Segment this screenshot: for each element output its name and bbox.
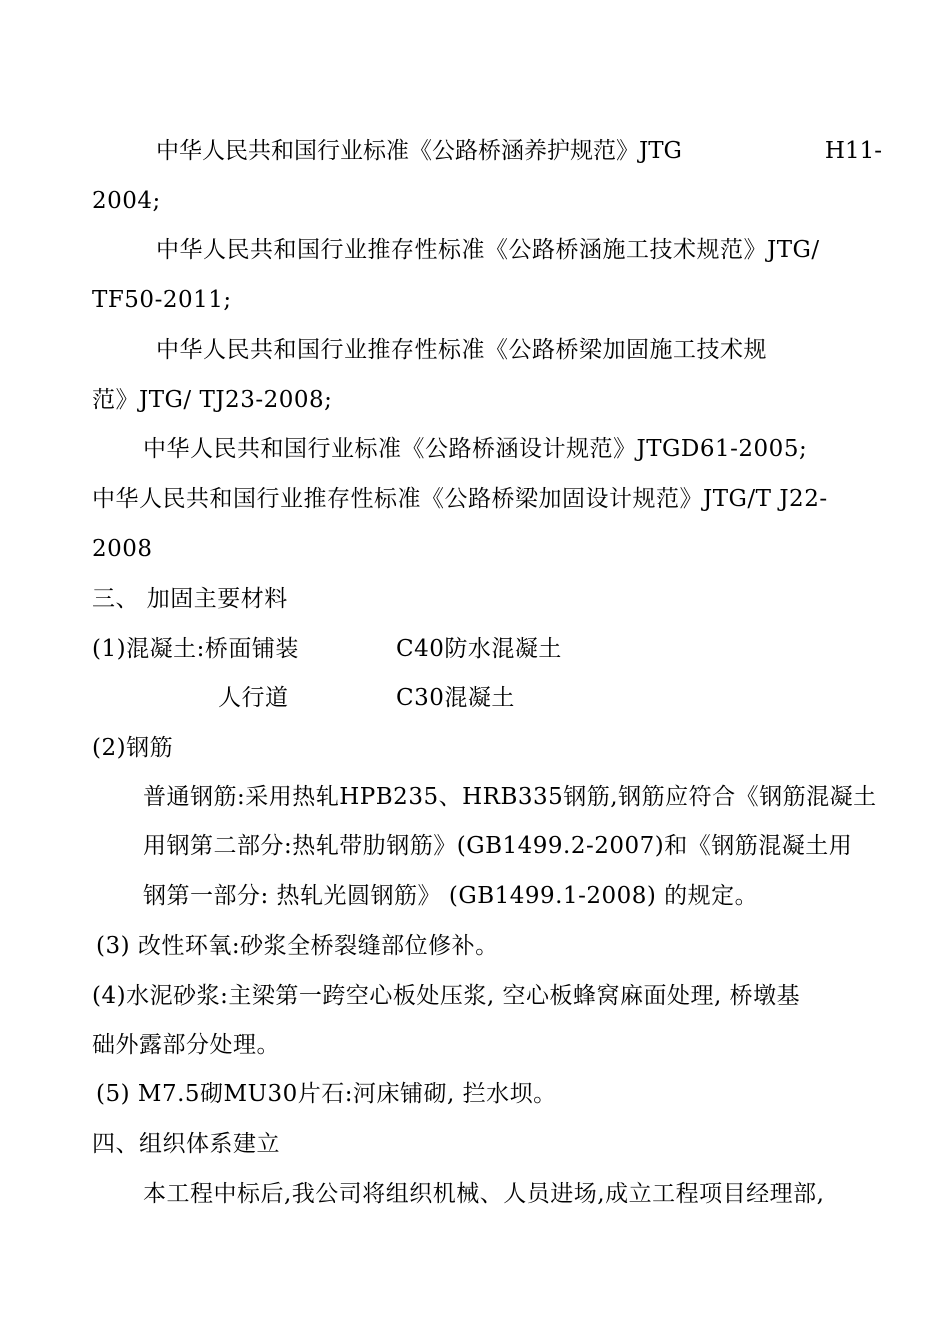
material-4-line-2: 础外露部分处理。 — [92, 1032, 280, 1058]
reference-3-line-1: 中华人民共和国行业推存性标准《公路桥梁加固施工技术规 — [156, 337, 767, 363]
material-2-line-3: 钢第一部分: 热轧光圆钢筋》 (GB1499.1-2008) 的规定。 — [143, 883, 759, 909]
section-4-heading: 四、组织体系建立 — [92, 1131, 280, 1157]
reference-2-line-1: 中华人民共和国行业推存性标准《公路桥涵施工技术规范》JTG/ — [156, 237, 820, 263]
material-4-line-1: (4)水泥砂浆:主梁第一跨空心板处压浆, 空心板蜂窝麻面处理, 桥墩基 — [92, 983, 801, 1009]
reference-2-line-2: TF50-2011; — [92, 287, 232, 313]
material-1b-value: C30混凝土 — [396, 685, 515, 711]
section-3-heading: 三、 加固主要材料 — [92, 586, 288, 612]
material-2-label: (2)钢筋 — [92, 735, 174, 761]
material-2-line-1: 普通钢筋:采用热轧HPB235、HRB335钢筋,钢筋应符合《钢筋混凝土 — [143, 784, 877, 810]
material-3: (3) 改性环氧:砂浆全桥裂缝部位修补。 — [96, 933, 499, 959]
reference-3-line-2: 范》JTG/ TJ23-2008; — [92, 387, 333, 413]
reference-1-line-2: 2004; — [92, 188, 161, 214]
reference-1-code: H11- — [824, 138, 882, 164]
material-1-label: (1)混凝土:桥面铺装 — [92, 636, 299, 662]
reference-5-line-1: 中华人民共和国行业推存性标准《公路桥梁加固设计规范》JTG/T J22- — [92, 486, 828, 512]
reference-1-text: 中华人民共和国行业标准《公路桥涵养护规范》JTG — [156, 138, 682, 164]
reference-4-line-1: 中华人民共和国行业标准《公路桥涵设计规范》JTGD61-2005; — [143, 436, 808, 462]
material-1b-label: 人行道 — [218, 685, 289, 711]
material-2-line-2: 用钢第二部分:热轧带肋钢筋》(GB1499.2-2007)和《钢筋混凝土用 — [143, 833, 853, 859]
section-4-paragraph-line-1: 本工程中标后,我公司将组织机械、人员进场,成立工程项目经理部, — [143, 1181, 825, 1207]
reference-5-line-2: 2008 — [92, 536, 153, 562]
reference-1-line-1 — [156, 136, 882, 166]
material-5: (5) M7.5砌MU30片石:河床铺砌, 拦水坝。 — [96, 1081, 557, 1107]
material-1-value: C40防水混凝土 — [396, 636, 562, 662]
